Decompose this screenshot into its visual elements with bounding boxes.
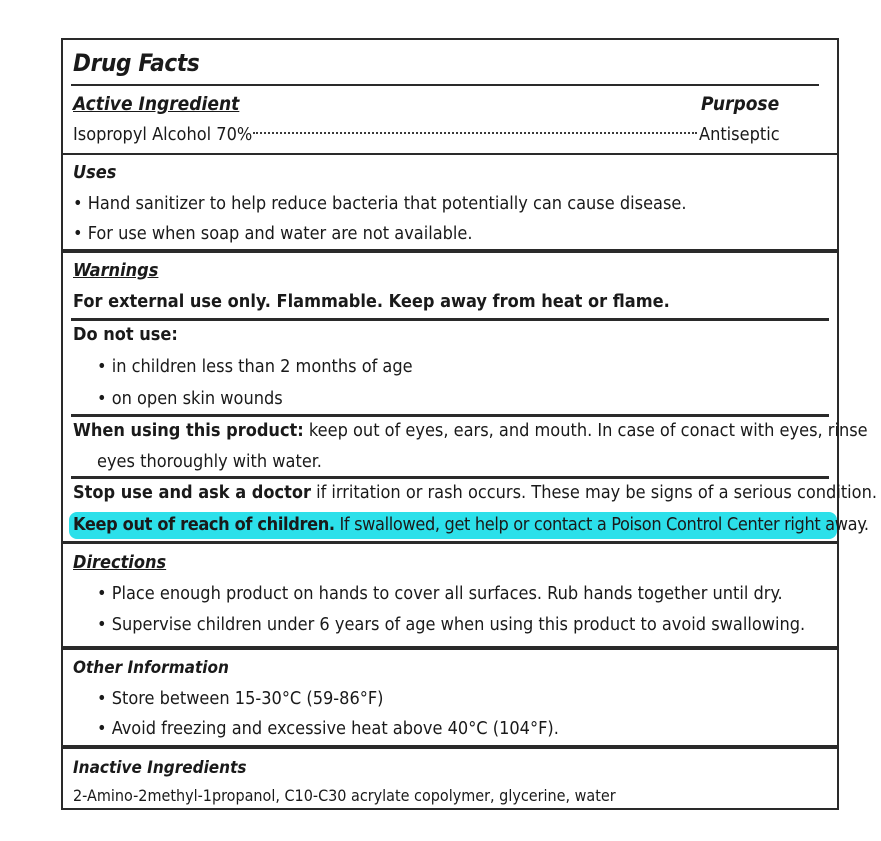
uses-item: • Hand sanitizer to help reduce bacteria that potentially can cause disease. — [73, 193, 687, 214]
other-info-item: • Avoid freezing and excessive heat above 40°C (104°F). — [97, 718, 559, 739]
leader-dots — [253, 132, 697, 134]
keep-out-text — [73, 516, 869, 534]
other-info-header: Other Information — [73, 658, 229, 678]
divider — [71, 318, 829, 321]
section-divider — [63, 646, 837, 650]
section-divider — [63, 541, 837, 544]
uses-header: Uses — [73, 162, 117, 183]
other-info-item: • Store between 15-30°C (59-86°F) — [97, 688, 384, 709]
do-not-use-item: • on open skin wounds — [97, 388, 283, 409]
warning-external: For external use only. Flammable. Keep away from heat or flame. — [73, 291, 670, 312]
when-using-body: keep out of eyes, ears, and mouth. In case of conact with eyes, rinse — [303, 420, 868, 441]
when-using-text — [73, 422, 868, 440]
do-not-use-item: • in children less than 2 months of age — [97, 356, 413, 377]
active-ingredient-header: Active Ingredient — [73, 93, 240, 115]
when-using-lead: When using this product: — [73, 420, 304, 441]
divider — [71, 84, 819, 86]
purpose-header: Purpose — [701, 93, 780, 115]
warnings-header: Warnings — [73, 260, 159, 281]
stop-use-lead: Stop use and ask a doctor — [73, 482, 311, 503]
directions-item: • Supervise children under 6 years of age when using this product to avoid swallowing. — [97, 614, 806, 635]
active-ingredient: Isopropyl Alcohol 70% — [73, 124, 253, 145]
keep-out-lead: Keep out of reach of children. — [73, 514, 335, 535]
section-divider — [63, 249, 837, 253]
keep-out-body: If swallowed, get help or contact a Poison Control Center right away. — [334, 514, 869, 535]
purpose-value: Antiseptic — [699, 124, 780, 145]
page-title: Drug Facts — [73, 49, 200, 77]
stop-use-text — [73, 484, 877, 502]
inactive-ingredients-text: 2-Amino-2methyl-1propanol, C10-C30 acrylate copolymer, glycerine, water — [73, 786, 616, 805]
inactive-ingredients-header: Inactive Ingredients — [73, 758, 247, 778]
section-divider — [63, 745, 837, 749]
stop-use-body: if irritation or rash occurs. These may be signs of a serious condition. — [310, 482, 877, 503]
drug-facts-label — [61, 38, 877, 810]
directions-item: • Place enough product on hands to cover all surfaces. Rub hands together until dry. — [97, 583, 783, 604]
when-using-continued: eyes thoroughly with water. — [97, 451, 322, 472]
uses-item: • For use when soap and water are not available. — [73, 223, 473, 244]
directions-header: Directions — [73, 552, 167, 573]
do-not-use-header: Do not use: — [73, 324, 178, 345]
divider — [71, 476, 829, 479]
divider — [71, 414, 829, 417]
section-divider — [63, 153, 837, 155]
